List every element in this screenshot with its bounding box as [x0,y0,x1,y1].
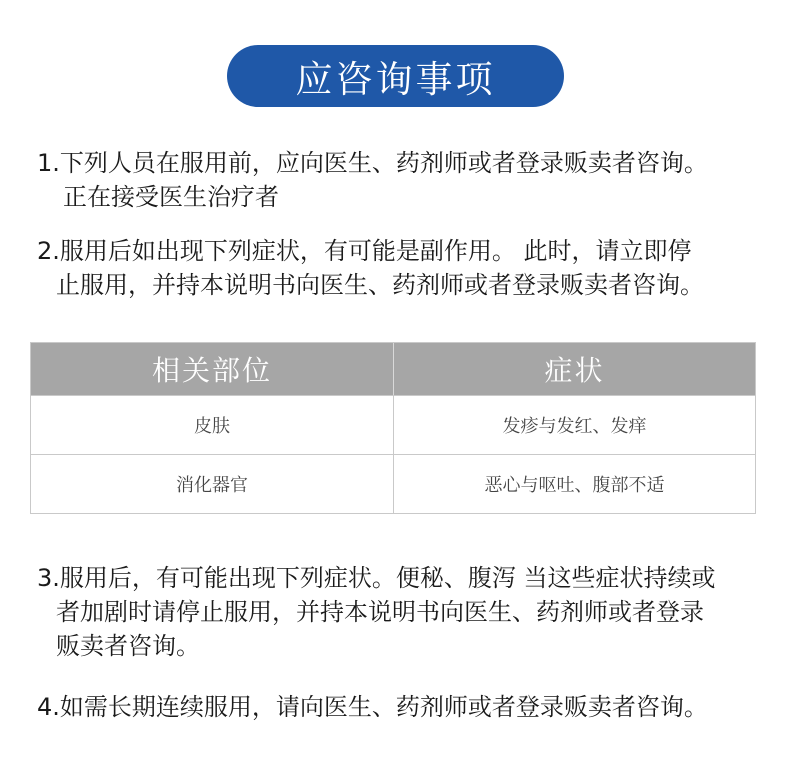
section-title-pill [227,45,564,107]
consult-item-1-line-1: 1.下列人员在服用前，应向医生、药剂师或者登录贩卖者咨询。 [37,149,708,177]
consult-item-3-line-3: 贩卖者咨询。 [56,632,200,660]
table-cell-body-part: 皮肤 [194,416,230,437]
consult-item-1-line-2: 正在接受医生治疗者 [63,183,279,211]
consult-item-3-line-2: 者加剧时请停止服用，并持本说明书向医生、药剂师或者登录 [56,598,704,626]
consult-item-4-line-1: 4.如需长期连续服用，请向医生、药剂师或者登录贩卖者咨询。 [37,693,708,721]
consult-item-2 [37,234,704,302]
table-cell-symptom: 发疹与发红、发痒 [393,396,755,454]
section-title: 应咨询事项 [295,58,496,101]
consult-item-3 [37,561,716,663]
table-header-body-part: 相关部位 [151,354,272,387]
side-effects-table [30,342,756,514]
consult-item-2-line-2: 止服用，并持本说明书向医生、药剂师或者登录贩卖者咨询。 [56,271,704,299]
table-row [31,395,755,454]
table-header-row [31,343,755,395]
table-cell-symptom: 恶心与呕吐、腹部不适 [393,455,755,513]
table-row [31,454,755,513]
table-cell-body-part: 消化器官 [176,475,248,496]
table-header-symptom: 症状 [393,343,755,395]
consult-item-2-line-1: 2.服用后如出现下列症状，有可能是副作用。 此时，请立即停 [37,237,692,265]
consult-item-4 [37,690,708,724]
consult-item-3-line-1: 3.服用后，有可能出现下列症状。便秘、腹泻 当这些症状持续或 [37,564,716,592]
consult-item-1 [37,146,708,214]
